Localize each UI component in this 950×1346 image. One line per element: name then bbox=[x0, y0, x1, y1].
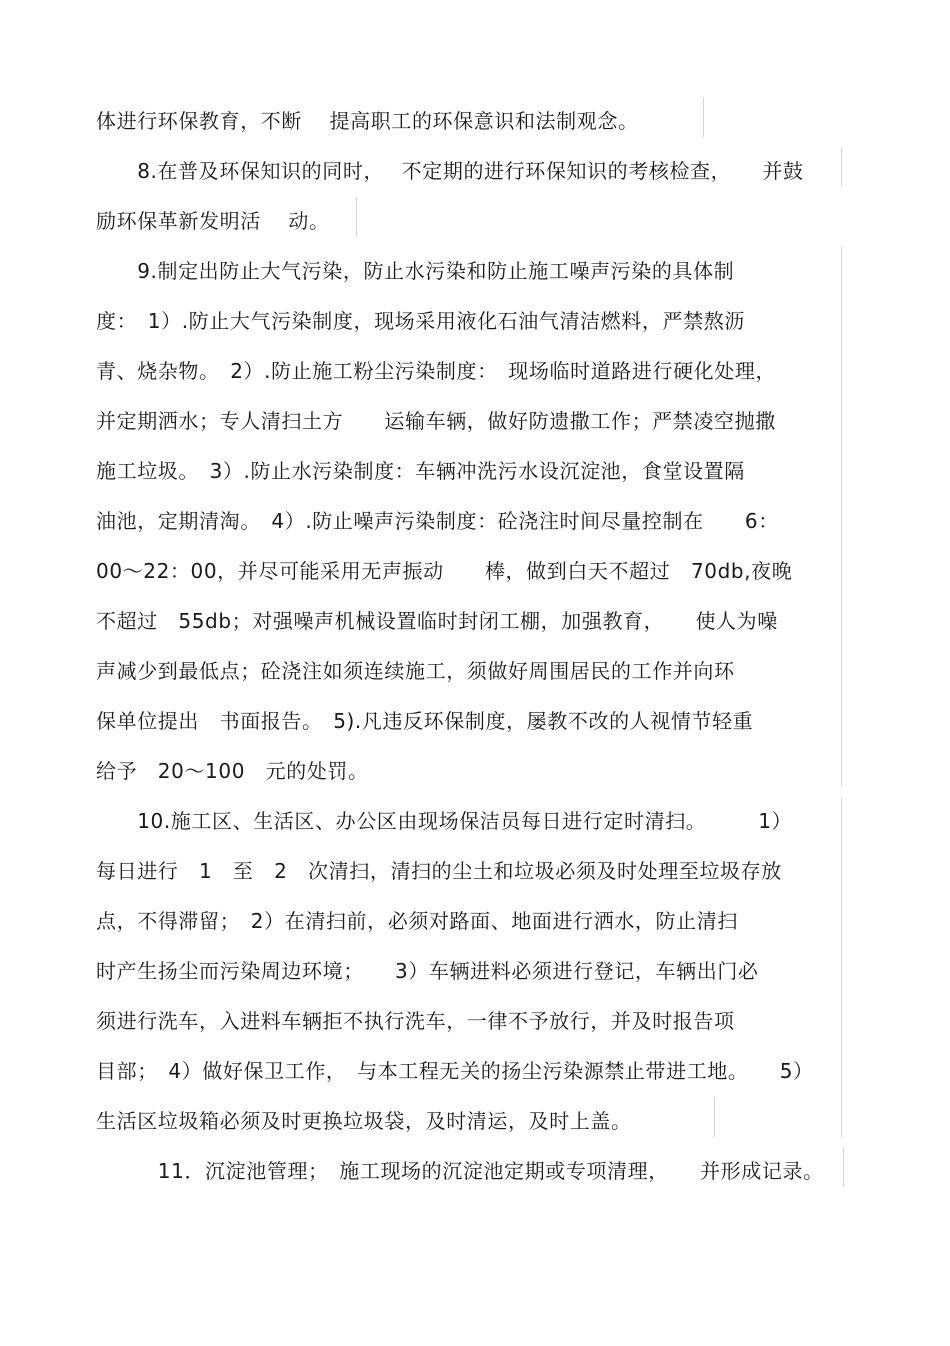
paragraph-9-line-2 bbox=[96, 304, 745, 338]
paragraph-10-line-2 bbox=[96, 854, 782, 888]
paragraph-9-line-1 bbox=[96, 254, 734, 288]
text-line: 保单位提出 书面报告。 5).凡违反环保制度，屡教不改的人视情节轻重 bbox=[96, 709, 754, 733]
paragraph-10-line-5 bbox=[96, 1004, 735, 1038]
paragraph-8-line-2 bbox=[96, 204, 330, 238]
text-line: 每日进行 1 至 2 次清扫，清扫的尘土和垃圾必须及时处理至垃圾存放 bbox=[96, 859, 782, 883]
text-line: 给予 20～100 元的处罚。 bbox=[96, 759, 369, 783]
text-line: 9.制定出防止大气污染，防止水污染和防止施工噪声污染的具体制 bbox=[96, 259, 735, 283]
text-line: 油池，定期清淘。 4）.防止噪声污染制度：砼浇注时间尽量控制在 6： bbox=[96, 509, 779, 533]
paragraph-9-line-9 bbox=[96, 654, 735, 688]
paragraph-8-line-1 bbox=[96, 154, 804, 188]
text-line: 00～22：00，并尽可能采用无声振动 棒，做到白天不超过 70db,夜晚 bbox=[96, 559, 793, 583]
text-line: 点，不得滞留； 2）在清扫前，必须对路面、地面进行洒水，防止清扫 bbox=[96, 909, 738, 933]
paragraph-11-line-1 bbox=[96, 1154, 824, 1188]
text-line: 时产生扬尘而污染周边环境； 3）车辆进料必须进行登记，车辆出门必 bbox=[96, 959, 759, 983]
paragraph-10-line-3 bbox=[96, 904, 738, 938]
text-line: 青、烧杂物。 2）.防止施工粉尘污染制度： 现场临时道路进行硬化处理， bbox=[96, 359, 777, 383]
text-line: 10.施工区、生活区、办公区由现场保洁员每日进行定时清扫。 1） bbox=[96, 809, 793, 833]
paragraph-9-line-3 bbox=[96, 354, 776, 388]
text-line: 11．沉淀池管理； 施工现场的沉淀池定期或专项清理， 并形成记录。 bbox=[96, 1159, 824, 1183]
paragraph-9-line-4 bbox=[96, 404, 776, 438]
paragraph-9-line-10 bbox=[96, 704, 753, 738]
text-line: 体进行环保教育，不断 提高职工的环保意识和法制观念。 bbox=[96, 109, 639, 133]
paragraph-9-line-5 bbox=[96, 454, 745, 488]
text-line: 不超过 55db；对强噪声机械设置临时封闭工棚，加强教育， 使人为噪 bbox=[96, 609, 778, 633]
paragraph-9-line-7 bbox=[96, 554, 792, 588]
paragraph-10-line-7 bbox=[96, 1104, 632, 1138]
right-edge-rule bbox=[841, 797, 842, 1137]
right-edge-rule bbox=[841, 247, 842, 787]
text-line: 并定期洒水；专人清扫土方 运输车辆，做好防遗撒工作；严禁凌空抛撒 bbox=[96, 409, 776, 433]
text-line: 须进行洗车，入进料车辆拒不执行洗车，一律不予放行，并及时报告项 bbox=[96, 1009, 735, 1033]
text-line: 声减少到最低点；砼浇注如须连续施工，须做好周围居民的工作并向环 bbox=[96, 659, 735, 683]
paragraph-10-line-6 bbox=[96, 1054, 814, 1088]
text-line: 生活区垃圾箱必须及时更换垃圾袋，及时清运，及时上盖。 bbox=[96, 1109, 632, 1133]
text-line: 施工垃圾。 3）.防止水污染制度：车辆冲洗污水设沉淀池，食堂设置隔 bbox=[96, 459, 745, 483]
paragraph-9-line-8 bbox=[96, 604, 778, 638]
right-edge-rule bbox=[356, 197, 357, 237]
right-edge-rule bbox=[841, 147, 842, 187]
paragraph-9-line-6 bbox=[96, 504, 779, 538]
paragraph-10-line-4 bbox=[96, 954, 759, 988]
paragraph-1-line-1 bbox=[96, 104, 639, 138]
paragraph-10-line-1 bbox=[96, 804, 792, 838]
right-edge-rule bbox=[714, 1097, 715, 1137]
text-line: 目部； 4）做好保卫工作， 与本工程无关的扬尘污染源禁止带进工地。 5） bbox=[96, 1059, 814, 1083]
right-edge-rule bbox=[703, 97, 704, 137]
text-line: 励环保革新发明活 动。 bbox=[96, 209, 330, 233]
right-edge-rule bbox=[843, 1147, 844, 1187]
text-line: 8.在普及环保知识的同时， 不定期的进行环保知识的考核检查， 并鼓 bbox=[96, 159, 804, 183]
paragraph-9-line-11 bbox=[96, 754, 369, 788]
text-line: 度： 1）.防止大气污染制度，现场采用液化石油气清洁燃料，严禁熬沥 bbox=[96, 309, 745, 333]
